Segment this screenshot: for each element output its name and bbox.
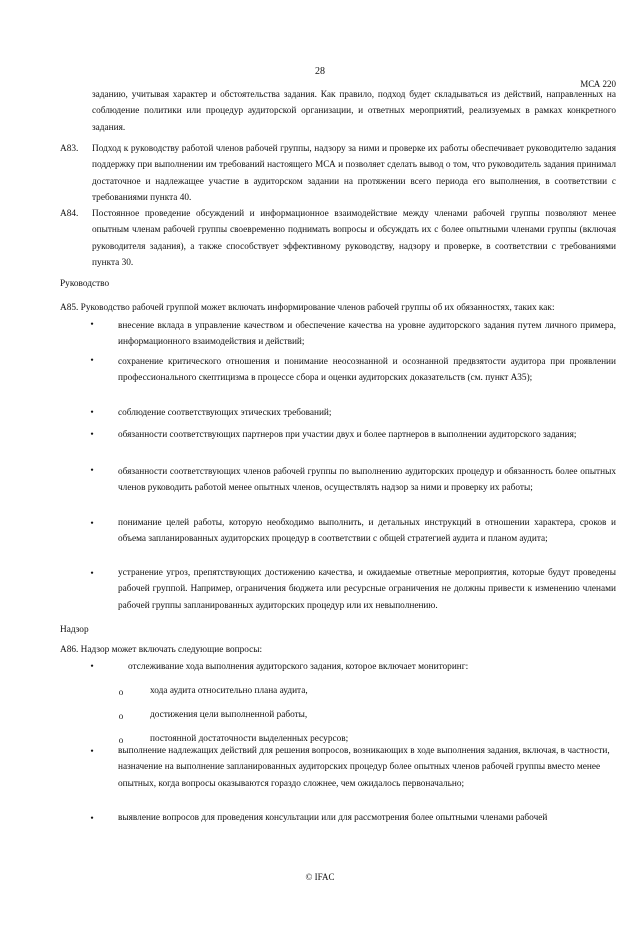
bullet-icon: • xyxy=(90,747,94,757)
list-item: выполнение надлежащих действий для решения вопросов, возникающих в ходе выполнения задания, включая, в частности, назначение на выполнение запланированных аудиторских процедур более опытных членов рабочей группы вместо менее опытных, когда вопросы оказываются гораздо сложнее, чем ожидалось первоначально; xyxy=(118,746,610,789)
list-item: внесение вклада в управление качеством и обеспечение качества на уровне аудиторского задания путем личного примера, информационного взаимодействия и действий; xyxy=(118,321,616,348)
paragraph-a85: A85. Руководство рабочей группой может включать информирование членов рабочей группы об их обязанностях, таких как: xyxy=(60,303,555,313)
footer-copyright: © IFAC xyxy=(305,872,335,882)
bullet-icon: • xyxy=(90,519,94,529)
list-item: обязанности соответствующих партнеров при участии двух и более партнеров в выполнении аудиторского задания; xyxy=(118,430,577,440)
sub-list-item: постоянной достаточности выделенных ресурсов; xyxy=(150,734,349,744)
list-item: устранение угроз, препятствующих достижению качества, и ожидаемые ответные мероприятия, которые будут проведены рабочей группой. Например, ограничения бюджета или ресурсные ограничения не должны привести к изменению членами рабочей группы запланированных аудиторских процедур или их невыполнению. xyxy=(118,568,616,611)
sub-bullet-icon: o xyxy=(118,711,124,721)
bullet-icon: • xyxy=(90,408,94,418)
paragraph-text: Постоянное проведение обсуждений и информационное взаимодействие между членами рабочей группы позволяют менее опытным членам рабочей группы своевременно поднимать вопросы и обсуждать их с более опытными членами группы (включая руководителя задания), а также способствует эффективному руководству, надзору и проверке, в соответствии с требованиями пункта 30. xyxy=(92,209,616,268)
paragraph-number: A83. xyxy=(60,144,79,154)
list-item: обязанности соответствующих членов рабочей группы по выполнению аудиторских процедур и обязанность более опытных членов руководить работой менее опытных членов, осуществлять надзор за ними и проверку их работы; xyxy=(118,467,616,494)
bullet-icon: • xyxy=(90,662,94,672)
list-item: понимание целей работы, которую необходимо выполнить, и детальных инструкций в отношении характера, сроков и объема запланированных аудиторских процедур в соответствии с общей стратегией аудита и планом аудита; xyxy=(118,518,616,545)
bullet-icon: • xyxy=(90,320,94,330)
sub-list-item: достижения цели выполненной работы, xyxy=(150,710,308,720)
paragraph-number: A84. xyxy=(60,209,79,219)
bullet-icon: • xyxy=(90,814,94,824)
bullet-icon: • xyxy=(90,569,94,579)
sub-bullet-icon: o xyxy=(118,735,124,745)
paragraph-text: Подход к руководству работой членов рабочей группы, надзору за ними и проверке их работы обеспечивает руководителю задания поддержку при выполнении им требований настоящего МСА и позволяет сделать вывод о том, что руководитель задания принимал достаточное и надлежащее участие в аудиторском задании на протяжении всего периода его выполнения, в соответствии с требованиями пункта 40. xyxy=(92,144,616,203)
standard-code: МСА 220 xyxy=(580,79,616,89)
page-number: 28 xyxy=(315,66,325,77)
bullet-icon: • xyxy=(90,430,94,440)
paragraph-a86: A86. Надзор может включать следующие вопросы: xyxy=(60,645,263,655)
list-item: выявление вопросов для проведения консультации или для рассмотрения более опытными членами рабочей xyxy=(118,813,548,823)
section-heading: Руководство xyxy=(60,279,110,289)
bullet-icon: • xyxy=(90,356,94,366)
sub-list-item: хода аудита относительно плана аудита, xyxy=(150,686,308,696)
intro-continuation: заданию, учитывая характер и обстоятельства задания. Как правило, подход будет складываться из действий, направленных на соблюдение политики или процедур аудиторской организации, и ответных мероприятий, реализуемых в рамках конкретного задания. xyxy=(92,90,616,133)
bullet-icon: • xyxy=(90,466,94,476)
list-item: сохранение критического отношения и понимание неосознанной и осознанной предвзятости аудитора при проявлении профессионального скептицизма в процессе сбора и оценки аудиторских доказательств (см. пункт A35); xyxy=(118,357,616,384)
list-item: отслеживание хода выполнения аудиторского задания, которое включает мониторинг: xyxy=(128,662,469,672)
section-heading: Надзор xyxy=(60,625,89,635)
paragraph-a83 xyxy=(60,141,616,206)
sub-bullet-icon: o xyxy=(118,687,124,697)
list-item: соблюдение соответствующих этических требований; xyxy=(118,408,332,418)
paragraph-a84 xyxy=(60,206,616,271)
